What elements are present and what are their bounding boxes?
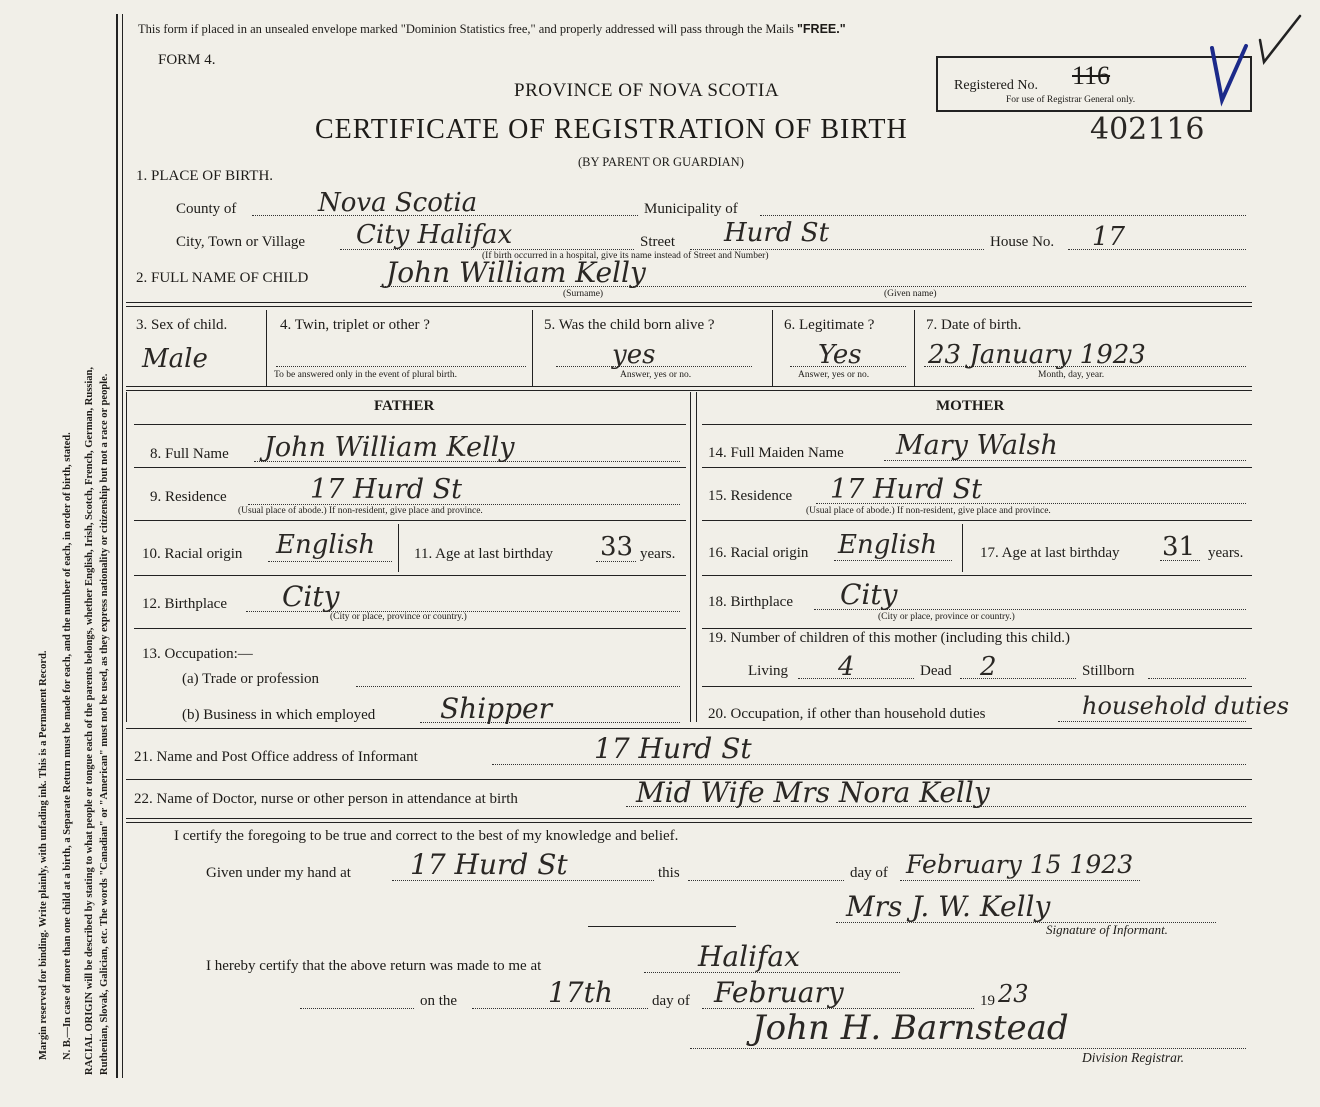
binding-line-outer [116,14,118,1078]
father-trade-label: (a) Trade or profession [182,671,320,687]
father-box-left [126,392,127,722]
dob-label: 7. Date of birth. [926,317,1022,333]
rule-after-row3 [126,386,1252,391]
sex-value: Male [142,344,208,374]
mother-birthplace-label: 18. Birthplace [708,594,793,610]
mother-rule-4 [702,628,1252,629]
county-label: County of [176,201,237,217]
parents-divider-b [696,392,697,722]
father-trade-line [356,686,680,687]
margin-note-binding: Margin reserved for binding. Write plainly, with unfading ink. This is a Permanent Record. [38,650,49,1060]
divider-6-7 [914,310,915,386]
place-of-birth-heading: 1. PLACE OF BIRTH. [136,168,274,184]
father-rule-3 [134,575,686,576]
mother-name-label: 14. Full Maiden Name [708,445,844,461]
certificate-subtitle: (BY PARENT OR GUARDIAN) [578,155,744,169]
father-residence-label: 9. Residence [150,489,227,505]
rule-after-name [126,302,1252,307]
mother-years-label: years. [1208,545,1244,561]
alive-label: 5. Was the child born alive ? [544,317,715,333]
street-label: Street [640,234,675,250]
mother-heading: MOTHER [936,398,1005,414]
house-label: House No. [990,234,1055,250]
surname-note: (Surname) [563,289,604,299]
mother-racial-line [834,560,952,561]
municipality-line [760,215,1246,216]
child-name-value: John William Kelly [386,256,646,289]
given-name-note: (Given name) [884,289,937,299]
father-birthplace-label: 12. Birthplace [142,596,227,612]
father-name-value: John William Kelly [264,432,515,463]
county-value: Nova Scotia [318,188,478,218]
father-name-label: 8. Full Name [150,446,229,462]
mother-rule-3 [702,575,1252,576]
father-residence-note: (Usual place of abode.) If non-resident, give place and province. [238,506,483,516]
registrar-place-value: Halifax [698,940,800,973]
mother-heading-rule [702,424,1252,425]
street-line [690,249,984,250]
twin-note: To be answered only in the event of plural birth. [274,370,457,380]
mother-rule-5 [702,686,1252,687]
mother-age-label: 17. Age at last birthday [980,545,1120,561]
dob-note: Month, day, year. [1038,370,1105,380]
on-the-label: on the [420,993,458,1009]
father-business-value: Shipper [440,692,552,725]
father-racial-value: English [276,530,376,560]
mother-racial-label: 16. Racial origin [708,545,809,561]
father-business-label: (b) Business in which employed [182,707,376,723]
doctor-label: 22. Name of Doctor, nurse or other person in attendance at birth [134,791,518,807]
registrar-dayof-label: day of [652,993,690,1009]
city-label: City, Town or Village [176,234,306,250]
registrar-year-prefix: 19 [980,993,995,1009]
certify-dayof-value: February 15 1923 [906,850,1134,879]
twin-line [276,366,526,367]
father-heading-rule [134,424,686,425]
province-title: PROVINCE OF NOVA SCOTIA [514,80,780,101]
mother-occupation-label: 20. Occupation, if other than household duties [708,706,986,722]
father-rule-4 [134,628,686,629]
certify-statement: I certify the foregoing to be true and correct to the best of my knowledge and belief. [174,828,679,844]
mother-residence-label: 15. Residence [708,488,793,504]
dead-value: 2 [980,652,997,682]
mail-notice-text: This form if placed in an unsealed envelope marked "Dominion Statistics free," and properly addressed will pass through the Mails [138,22,794,36]
mother-racial-divider [962,524,963,572]
living-line [798,678,914,679]
mail-notice-free: "FREE." [797,22,846,36]
dead-line [960,678,1076,679]
living-label: Living [748,663,788,679]
dead-label: Dead [920,663,952,679]
mother-occupation-line [1058,721,1246,722]
registrar-signature: John H. Barnstead [752,1008,1069,1048]
dob-value: 23 January 1923 [928,340,1146,370]
mother-rule-1 [702,467,1252,468]
registrar-year-value: 23 [998,980,1029,1008]
informant-signature: Mrs J. W. Kelly [846,890,1051,923]
registrar-day-value: 17th [548,976,613,1009]
registrar-title: Division Registrar. [1082,1050,1185,1065]
informant-label: 21. Name and Post Office address of Informant [134,749,418,765]
father-birthplace-note: (City or place, province or country.) [330,612,467,622]
certify-dayof-line [900,880,1140,881]
certify-dayof-label: day of [850,865,888,881]
registered-label: Registered No. [954,78,1038,93]
mother-birthplace-note: (City or place, province or country.) [878,612,1015,622]
rule-after-parents [126,728,1252,729]
father-residence-value: 17 Hurd St [310,474,462,505]
hospital-note: (If birth occurred in a hospital, give its name instead of Street and Number) [482,251,769,261]
legitimate-label: 6. Legitimate ? [784,317,875,333]
registrar-statement: I hereby certify that the above return was made to me at [206,958,542,974]
registrar-signature-line [690,1048,1246,1049]
mother-rule-2 [702,520,1252,521]
rule-after-doctor [126,818,1252,823]
father-racial-divider [398,524,399,572]
given-under-value: 17 Hurd St [410,848,568,881]
municipality-label: Municipality of [644,201,738,217]
divider-3-4 [266,310,267,386]
mother-occupation-value: household duties [1082,692,1290,720]
living-value: 4 [838,652,855,682]
registered-number: 116 [1072,61,1111,90]
check-mark-icon [1160,10,1310,110]
certificate-number: 402116 [1090,112,1205,147]
stillborn-line [1148,678,1246,679]
informant-signature-label: Signature of Informant. [1046,922,1168,937]
mail-notice [138,22,846,37]
father-age-label: 11. Age at last birthday [414,546,553,562]
mother-racial-value: English [838,530,938,560]
informant-value: 17 Hurd St [594,732,752,765]
mother-children-label: 19. Number of children of this mother (including this child.) [708,630,1071,646]
father-birthplace-value: City [282,580,340,613]
registrar-month-value: February [714,976,844,1009]
city-value: City Halifax [356,220,513,250]
street-value: Hurd St [724,218,830,248]
mother-age-value: 31 [1162,532,1196,562]
alive-value: yes [612,340,656,370]
sex-label: 3. Sex of child. [136,317,228,333]
form-number: FORM 4. [158,52,216,68]
this-label: this [658,865,680,881]
legitimate-note: Answer, yes or no. [798,370,870,380]
father-occupation-label: 13. Occupation:— [142,646,253,662]
mother-residence-value: 17 Hurd St [830,474,982,505]
doctor-value: Mid Wife Mrs Nora Kelly [636,776,990,809]
margin-note-racial-2: Ruthenian, Slovak, Galician, etc. The words "Canadian" or "American" must not be used, as they express nationality or citizenship but not a race or people. [99,373,110,1075]
margin-note-nb: N. B.—In case of more than one child at a birth, a Separate Return must be made for each, and the number of each, in order of birth, stated. [62,432,73,1060]
divider-4-5 [532,310,533,386]
father-years-label: years. [640,546,676,562]
mother-residence-note: (Usual place of abode.) If non-resident, give place and province. [806,506,1051,516]
father-rule-2 [134,520,686,521]
registrar-use-note: For use of Registrar General only. [1006,95,1136,105]
father-heading: FATHER [374,398,435,414]
given-under-label: Given under my hand at [206,865,351,881]
twin-label: 4. Twin, triplet or other ? [280,317,430,333]
margin-note-racial: RACIAL ORIGIN will be described by stating to what people or tongue each of the parents belongs, whether English, Irish, Scotch, French, German, Russian, [84,366,95,1075]
mother-name-value: Mary Walsh [896,430,1058,461]
divider-5-6 [772,310,773,386]
house-value: 17 [1092,222,1126,252]
registrar-prefix-line [300,1008,414,1009]
this-line [688,880,844,881]
mother-birthplace-value: City [840,578,898,611]
child-name-label: 2. FULL NAME OF CHILD [136,270,309,286]
certificate-title: CERTIFICATE OF REGISTRATION OF BIRTH [315,114,908,145]
binding-line-inner [122,14,123,1078]
father-racial-label: 10. Racial origin [142,546,243,562]
father-age-value: 33 [600,532,634,562]
alive-note: Answer, yes or no. [620,370,692,380]
separator-short [588,926,736,927]
father-rule-1 [134,467,686,468]
father-racial-line [268,561,392,562]
stillborn-label: Stillborn [1082,663,1135,679]
parents-divider-a [690,392,691,722]
legitimate-value: Yes [818,340,862,370]
